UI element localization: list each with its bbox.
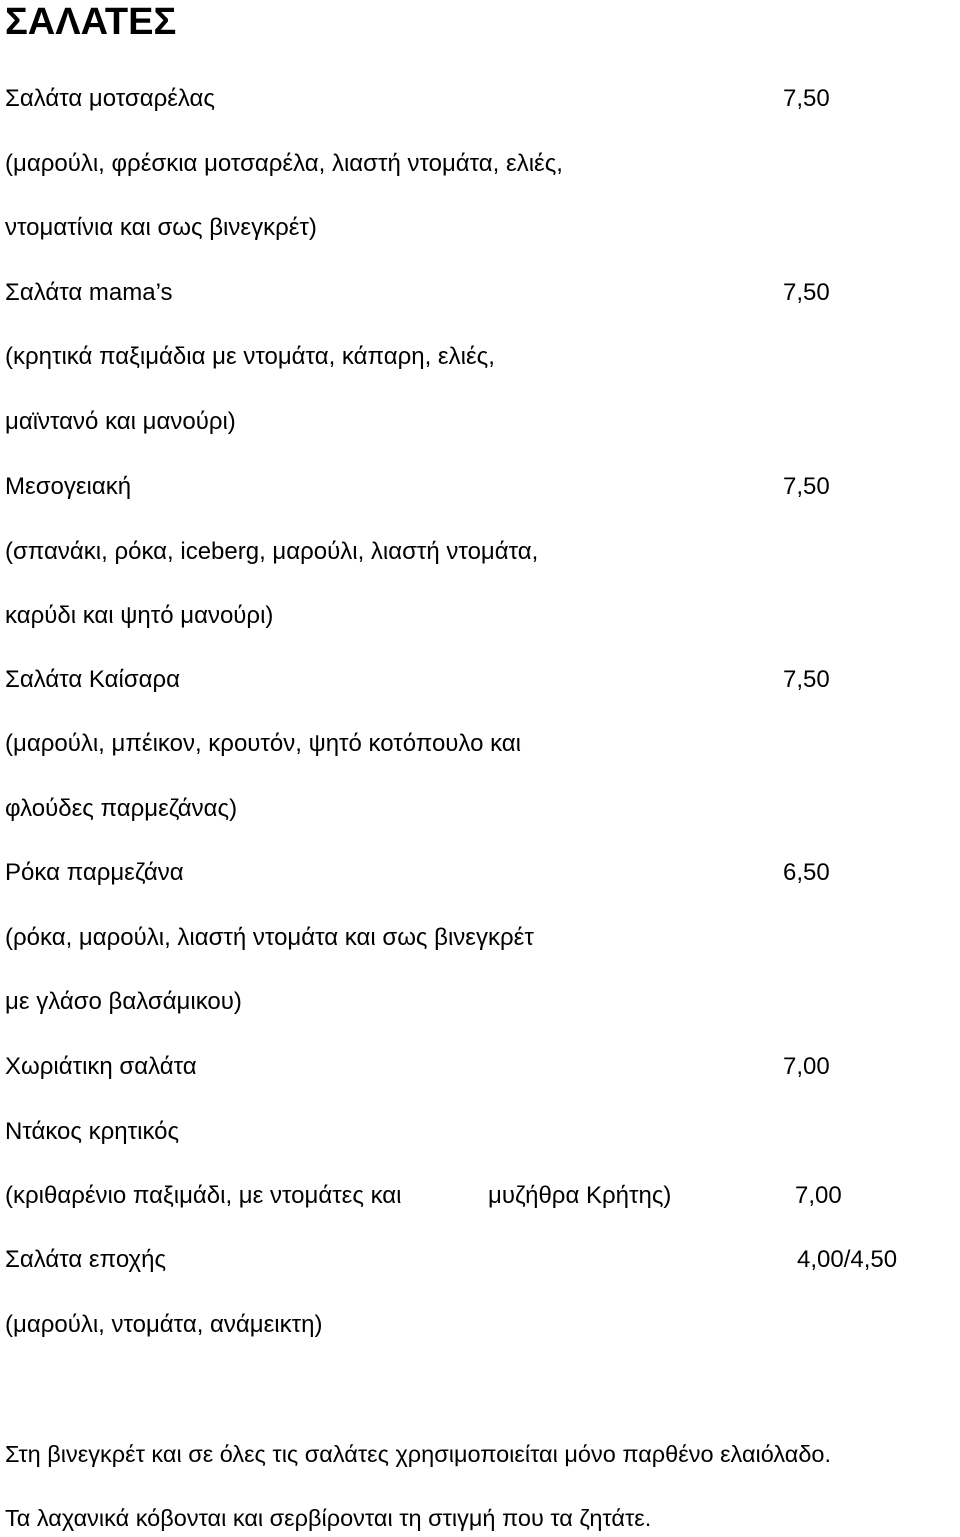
item-description: μυζήθρα Κρήτης) bbox=[488, 1182, 672, 1209]
item-name: Ρόκα παρμεζάνα bbox=[5, 859, 184, 886]
item-description: ντοματίνια και σως βινεγκρέτ) bbox=[5, 214, 317, 241]
item-price: 4,00/4,50 bbox=[797, 1246, 898, 1273]
page-title: ΣΑΛΑΤΕΣ bbox=[5, 1, 177, 43]
item-description: με γλάσο βαλσάμικου) bbox=[5, 988, 242, 1015]
item-name: Σαλάτα μοτσαρέλας bbox=[5, 85, 215, 112]
item-price: 7,50 bbox=[783, 473, 830, 500]
item-price: 7,00 bbox=[783, 1053, 830, 1080]
item-name: Σαλάτα Καίσαρα bbox=[5, 666, 181, 693]
item-description: (κριθαρένιο παξιμάδι, με ντομάτες και bbox=[5, 1182, 402, 1209]
item-price: 7,50 bbox=[783, 279, 830, 306]
item-name: Σαλάτα εποχής bbox=[5, 1246, 167, 1273]
item-description: (μαρούλι, φρέσκια μοτσαρέλα, λιαστή ντομάτα, ελιές, bbox=[5, 150, 563, 177]
item-price: 7,50 bbox=[783, 666, 830, 693]
item-name: Ντάκος κρητικός bbox=[5, 1118, 180, 1145]
item-name: Χωριάτικη σαλάτα bbox=[5, 1053, 197, 1080]
item-name: Σαλάτα mama’s bbox=[5, 279, 173, 306]
footer-note: Στη βινεγκρέτ και σε όλες τις σαλάτες χρησιμοποιείται μόνο παρθένο ελαιόλαδο. bbox=[5, 1441, 832, 1467]
item-description: καρύδι και ψητό μανούρι) bbox=[5, 602, 274, 629]
item-description: φλούδες παρμεζάνας) bbox=[5, 795, 238, 822]
item-description: (κρητικά παξιμάδια με ντομάτα, κάπαρη, ελιές, bbox=[5, 343, 495, 370]
item-description: (σπανάκι, ρόκα, iceberg, μαρούλι, λιαστή ντομάτα, bbox=[5, 538, 539, 565]
item-description: μαϊντανό και μανούρι) bbox=[5, 408, 236, 435]
footer-note: Τα λαχανικά κόβονται και σερβίρονται τη στιγμή που τα ζητάτε. bbox=[5, 1505, 652, 1531]
item-description: (μαρούλι, ντομάτα, ανάμεικτη) bbox=[5, 1311, 323, 1338]
item-price: 6,50 bbox=[783, 859, 830, 886]
item-price: 7,00 bbox=[795, 1182, 842, 1209]
item-description: (μαρούλι, μπέικον, κρουτόν, ψητό κοτόπουλο και bbox=[5, 730, 521, 757]
item-name: Μεσογειακή bbox=[5, 473, 132, 500]
item-price: 7,50 bbox=[783, 85, 830, 112]
item-description: (ρόκα, μαρούλι, λιαστή ντομάτα και σως βινεγκρέτ bbox=[5, 924, 534, 951]
